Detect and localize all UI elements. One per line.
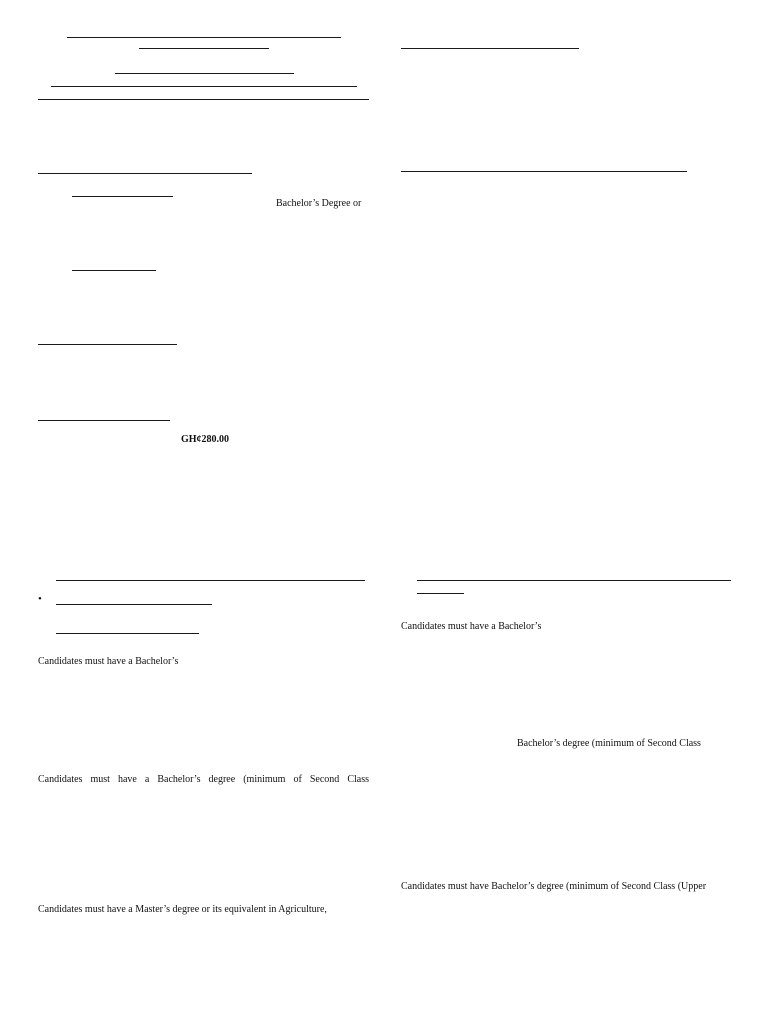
section-heading-underline: [38, 173, 252, 174]
bachelor-degree-text: Bachelor’s Degree or: [276, 198, 362, 209]
heading-underline-4: [51, 86, 357, 87]
section-heading-underline-3: [38, 420, 170, 421]
subheading-underline-2: [72, 270, 156, 271]
right-lower-heading-underline-tail: [417, 593, 464, 594]
lower-heading-underline: [56, 580, 365, 581]
left-paragraph-2: Candidates must have a Bachelor’s degree (minimum of Second Class: [38, 774, 369, 785]
heading-underline-5: [38, 99, 369, 100]
right-paragraph-1: Candidates must have a Bachelor’s: [401, 621, 542, 632]
left-paragraph-3: Candidates must have a Master’s degree or its equivalent in Agriculture,: [38, 904, 327, 915]
right-heading-underline-2: [401, 171, 687, 172]
sub-item-underline: [56, 633, 199, 634]
heading-underline-1: [67, 37, 341, 38]
heading-underline-3: [115, 73, 294, 74]
right-paragraph-3: Candidates must have Bachelor’s degree (minimum of Second Class (Upper: [401, 881, 707, 892]
fee-amount: GH¢280.00: [181, 434, 230, 445]
section-heading-underline-2: [38, 344, 177, 345]
subheading-underline-1: [72, 196, 173, 197]
bullet-item-underline: [56, 604, 212, 605]
right-lower-heading-underline: [417, 580, 731, 581]
bullet-icon: •: [38, 593, 42, 605]
right-paragraph-2: Bachelor’s degree (minimum of Second Class: [517, 738, 701, 749]
left-paragraph-1: Candidates must have a Bachelor’s: [38, 656, 179, 667]
heading-underline-2: [139, 48, 269, 49]
right-heading-underline-1: [401, 48, 579, 49]
